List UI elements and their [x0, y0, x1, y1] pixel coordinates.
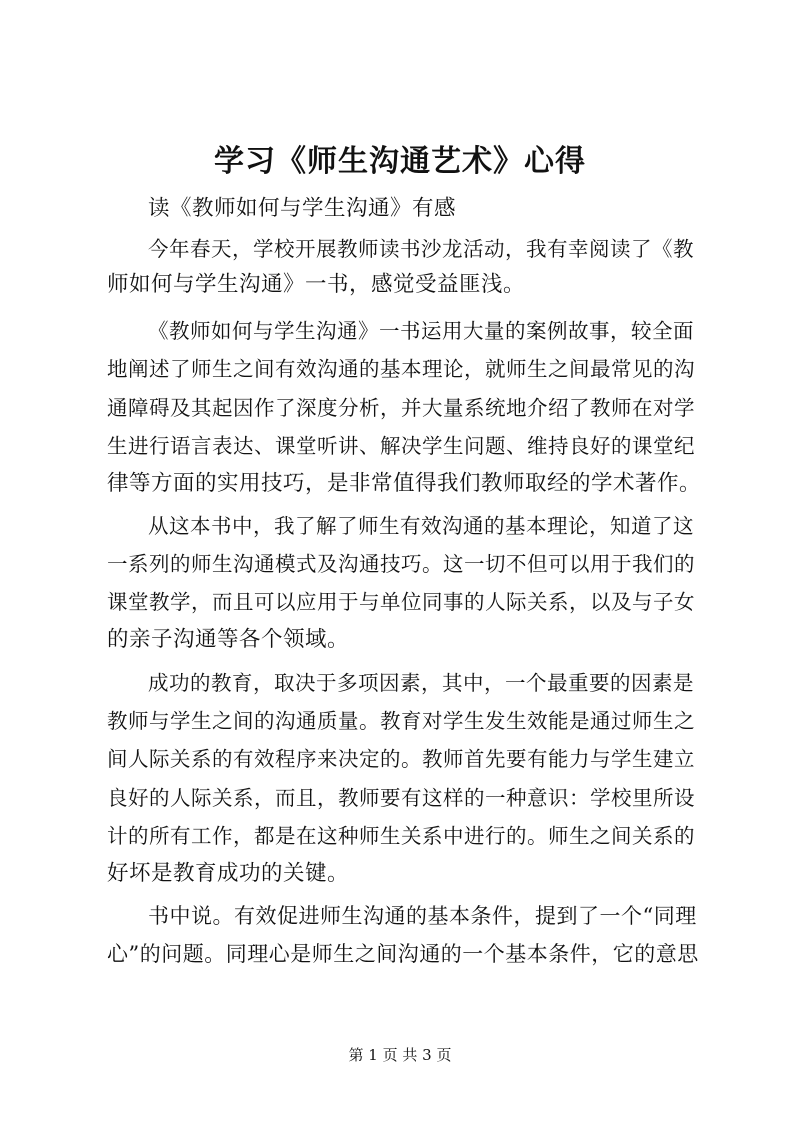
paragraph-line: 书中说。有效促进师生沟通的基本条件，提到了一个“同理: [148, 904, 697, 928]
document-subtitle: 读《教师如何与学生沟通》有感: [148, 196, 457, 221]
paragraph-line: 从这本书中，我了解了师生有效沟通的基本理论，知道了这: [148, 514, 694, 538]
paragraph-line: 今年春天，学校开展教师读书沙龙活动，我有幸阅读了《教: [148, 237, 694, 261]
paragraph-line: 好坏是教育成功的关键。: [107, 861, 350, 886]
document-title: 学习《师生沟通艺术》心得: [214, 144, 586, 179]
paragraph-line: 课堂教学，而且可以应用于与单位同事的人际关系，以及与子女: [107, 590, 695, 614]
paragraph-line: 生进行语言表达、课堂听讲、解决学生问题、维持良好的课堂纪: [107, 434, 695, 458]
paragraph-line: 律等方面的实用技巧，是非常值得我们教师取经的学术著作。: [107, 471, 702, 496]
paragraph-line: 教师与学生之间的沟通质量。教育对学生发生效能是通过师生之: [107, 709, 695, 733]
paragraph-line: 间人际关系的有效程序来决定的。教师首先要有能力与学生建立: [107, 747, 695, 771]
paragraph-line: 师如何与学生沟通》一书，感觉受益匪浅。: [107, 272, 526, 297]
paragraph-line: 地阐述了师生之间有效沟通的基本理论，就师生之间最常见的沟: [107, 357, 695, 381]
paragraph-line: 成功的教育，取决于多项因素，其中，一个最重要的因素是: [148, 671, 694, 695]
paragraph-line: 计的所有工作，都是在这种师生关系中进行的。师生之间关系的: [107, 824, 695, 848]
paragraph-line: 的亲子沟通等各个领域。: [107, 627, 350, 652]
paragraph-line: 良好的人际关系，而且，教师要有这样的一种意识：学校里所设: [107, 786, 695, 810]
page-number-footer: 第 1 页 共 3 页: [348, 1046, 452, 1064]
paragraph-line: 《教师如何与学生沟通》一书运用大量的案例故事，较全面: [148, 319, 694, 343]
paragraph-line: 心”的问题。同理心是师生之间沟通的一个基本条件，它的意思: [107, 942, 699, 966]
paragraph-line: 一系列的师生沟通模式及沟通技巧。这一切不但可以用于我们的: [107, 552, 695, 576]
paragraph-line: 通障碍及其起因作了深度分析，并大量系统地介绍了教师在对学: [107, 396, 695, 420]
